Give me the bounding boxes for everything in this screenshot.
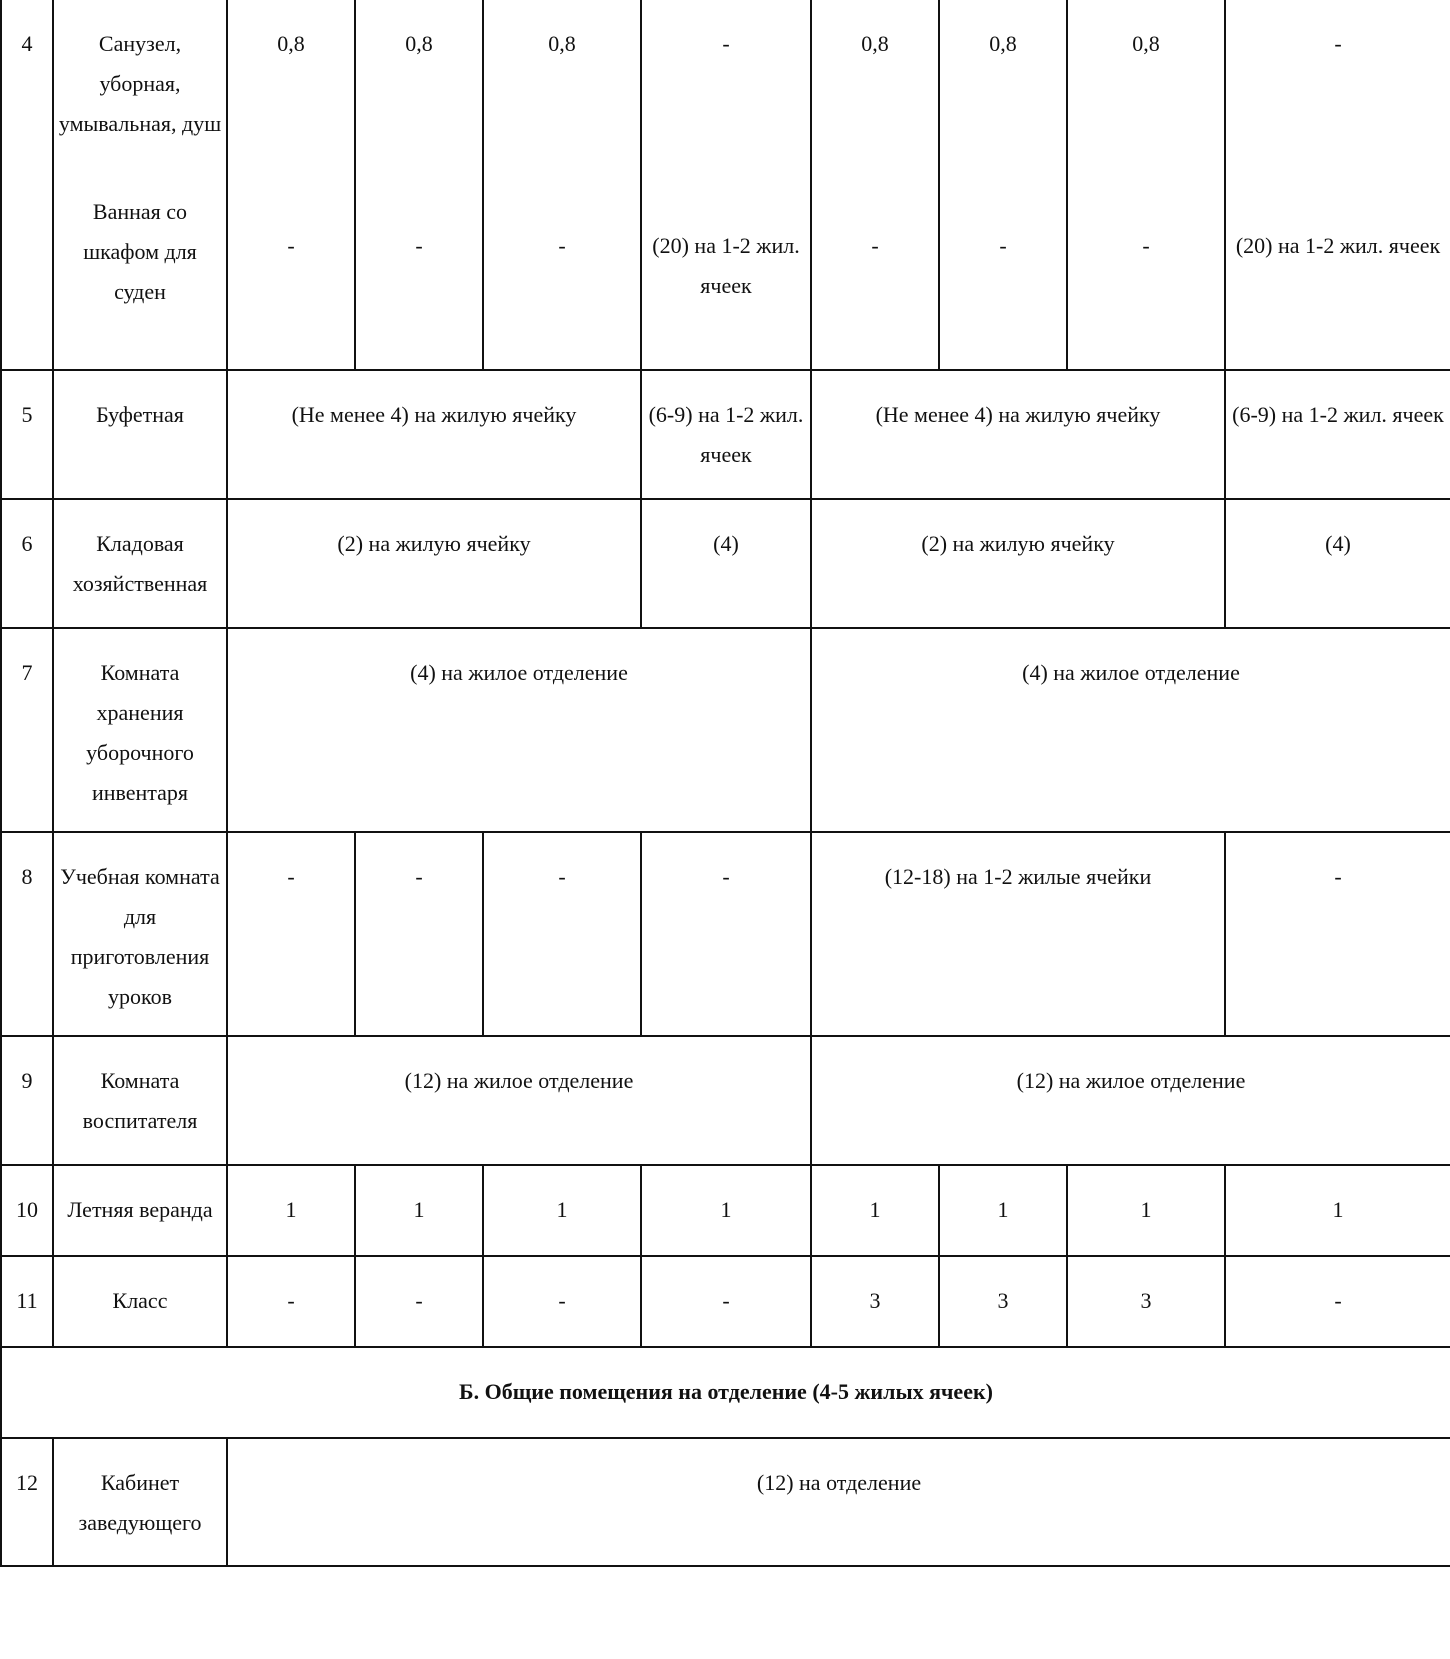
row-number: 4 [1, 0, 53, 370]
table-cell: (6-9) на 1-2 жил. ячеек [641, 370, 811, 499]
table-cell: 1 [641, 1165, 811, 1256]
table-cell: - [227, 832, 355, 1036]
table-cell: - [483, 832, 641, 1036]
room-name: Класс [53, 1256, 227, 1347]
table-cell: 0,8 - [227, 0, 355, 370]
table-cell: 0,8 - [811, 0, 939, 370]
table-cell: (4) на жилое отделение [227, 628, 811, 832]
table-cell: (12) на жилое отделение [811, 1036, 1450, 1165]
table-cell: (4) на жилое отделение [811, 628, 1450, 832]
table-cell: 1 [811, 1165, 939, 1256]
table-cell: - (20) на 1-2 жил. ячеек [1225, 0, 1450, 370]
table-cell: (6-9) на 1-2 жил. ячеек [1225, 370, 1450, 499]
table-cell: 3 [811, 1256, 939, 1347]
row-number: 11 [1, 1256, 53, 1347]
table-cell: (Не менее 4) на жилую ячейку [811, 370, 1225, 499]
table-cell: 0,8 - [483, 0, 641, 370]
table-row [1, 499, 1450, 628]
row-number: 12 [1, 1438, 53, 1566]
room-name: Комната воспитателя [53, 1036, 227, 1165]
table-cell: (2) на жилую ячейку [227, 499, 641, 628]
table-row [1, 1165, 1450, 1256]
table-row [1, 1438, 1450, 1566]
row-number: 9 [1, 1036, 53, 1165]
table-row [1, 1036, 1450, 1165]
table-cell: (12) на жилое отделение [227, 1036, 811, 1165]
row-number: 7 [1, 628, 53, 832]
room-name: Кладовая хозяйственная [53, 499, 227, 628]
table-cell: - [641, 832, 811, 1036]
row-number: 5 [1, 370, 53, 499]
table-row [1, 1256, 1450, 1347]
table-cell: - [483, 1256, 641, 1347]
table-cell: - [641, 1256, 811, 1347]
table-cell: - (20) на 1-2 жил. ячеек [641, 0, 811, 370]
row-number: 10 [1, 1165, 53, 1256]
table-cell: - [1225, 832, 1450, 1036]
table-cell: (Не менее 4) на жилую ячейку [227, 370, 641, 499]
table-cell: (12) на отделение [227, 1438, 1450, 1566]
table-cell: - [355, 1256, 483, 1347]
section-heading: Б. Общие помещения на отделение (4-5 жилых ячеек) [1, 1347, 1450, 1438]
room-name: Буфетная [53, 370, 227, 499]
row-number: 8 [1, 832, 53, 1036]
table-cell: (2) на жилую ячейку [811, 499, 1225, 628]
room-name-b: Ванная со шкафом для суден [83, 199, 197, 304]
table-cell: (12-18) на 1-2 жилые ячейки [811, 832, 1225, 1036]
table-cell: 1 [483, 1165, 641, 1256]
table-row [1, 832, 1450, 1036]
table-row [1, 370, 1450, 499]
table-cell: 0,8 - [1067, 0, 1225, 370]
table-cell: - [1225, 1256, 1450, 1347]
room-name-a: Санузел, уборная, умывальная, душ [58, 31, 222, 136]
table-cell: 1 [1067, 1165, 1225, 1256]
table-cell: - [227, 1256, 355, 1347]
table-cell: - [355, 832, 483, 1036]
section-row [1, 1347, 1450, 1438]
row-number: 6 [1, 499, 53, 628]
table-cell: (4) [1225, 499, 1450, 628]
table-cell: 0,8 - [355, 0, 483, 370]
table-row [1, 0, 1450, 370]
room-name: Кабинет заведующего [53, 1438, 227, 1566]
room-name [53, 0, 227, 370]
table-cell: 3 [1067, 1256, 1225, 1347]
table-row [1, 628, 1450, 832]
table-cell: 1 [939, 1165, 1067, 1256]
room-name: Комната хранения уборочного инвентаря [53, 628, 227, 832]
table-cell: 1 [1225, 1165, 1450, 1256]
table-cell: (4) [641, 499, 811, 628]
table-cell: 1 [355, 1165, 483, 1256]
table-cell: 1 [227, 1165, 355, 1256]
table-cell: 0,8 - [939, 0, 1067, 370]
room-name: Летняя веранда [53, 1165, 227, 1256]
table-cell: 3 [939, 1256, 1067, 1347]
room-name: Учебная комната для приготовления уроков [53, 832, 227, 1036]
